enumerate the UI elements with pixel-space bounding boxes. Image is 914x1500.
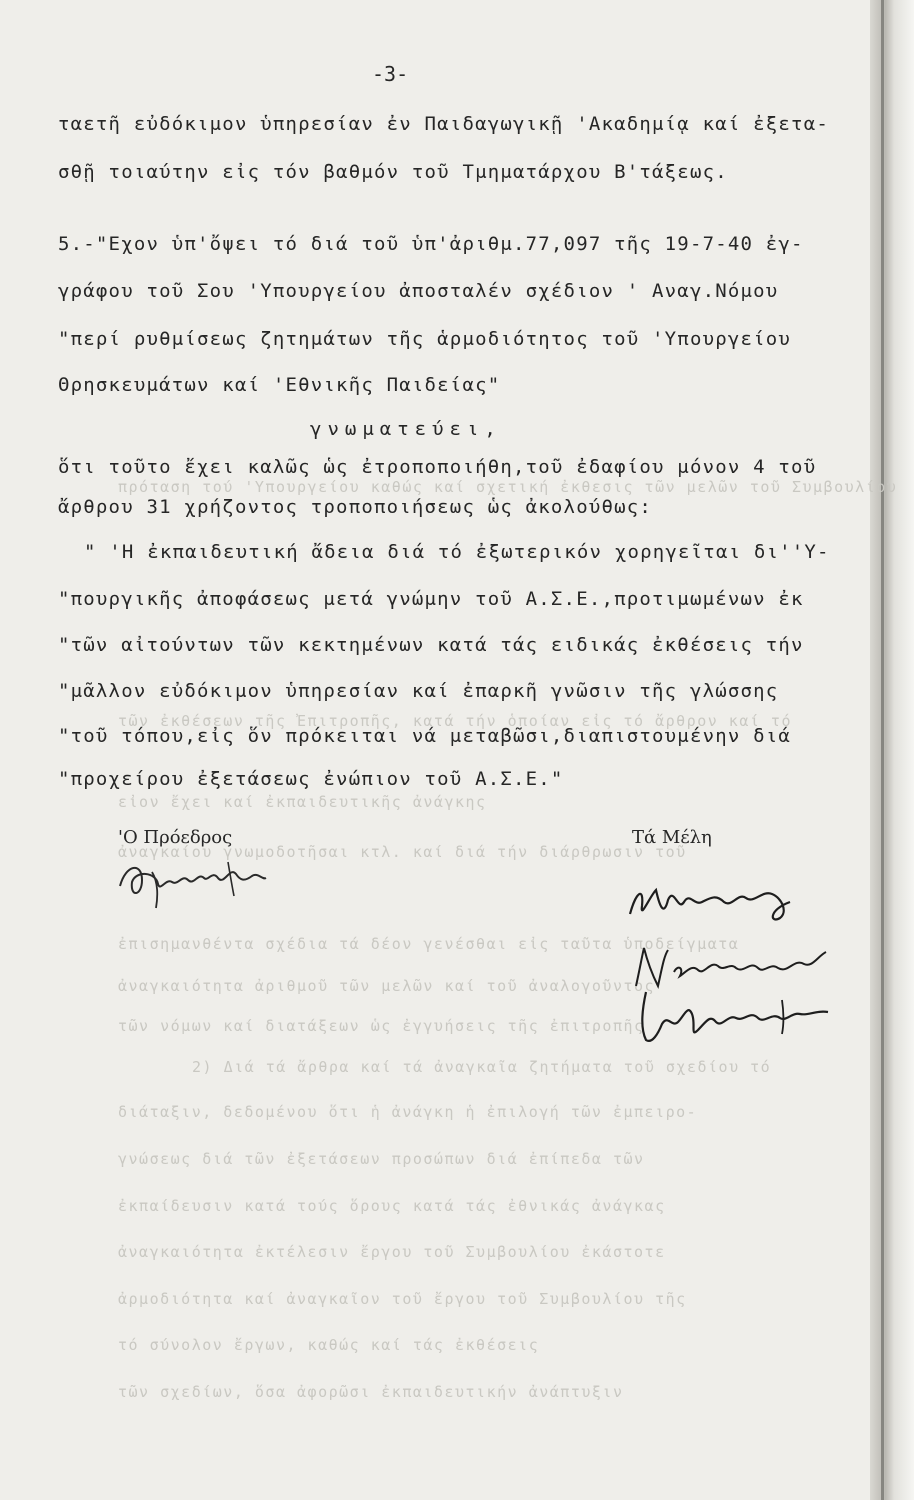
president-label: 'Ο Πρόεδρος [118,827,233,848]
text-line: γράφου τοῦ Σου 'Υπουργείου ἀποσταλέν σχέδιον ' Αναγ.Νόμου [58,280,779,302]
page-number: -3- [372,62,409,86]
bleed-through-line: 2) Διά τά ἄρθρα καί τά ἀναγκαῖα ζητήματα τοῦ σχεδίου τό [192,1058,772,1076]
text-line: σθῇ τοιαύτην εἰς τόν βαθμόν τοῦ Τμηματάρχου Β'τάξεως. [58,161,728,183]
bleed-through-line: γνώσεως διά τῶν ἐξετάσεων προσώπων διά ἐπίπεδα τῶν [118,1150,645,1168]
quote-line: "πουργικῆς ἀποφάσεως μετά γνώμην τοῦ Α.Σ.Ε.,προτιμωμένων ἐκ [58,588,804,610]
members-label: Τά Μέλη [632,827,712,848]
text-line: "περί ρυθμίσεως ζητημάτων τῆς ἁρμοδιότητος τοῦ 'Υπουργείου [58,328,792,350]
quote-line: "μᾶλλον εὐδόκιμον ὑπηρεσίαν καί ἐπαρκῆ γνῶσιν τῆς γλώσσης [58,680,779,702]
president-signature [112,852,272,912]
bleed-through-line: ἀναγκαιότητα ἀριθμοῦ τῶν μελῶν καί τοῦ ἀναλογοῦντος [118,977,656,995]
bleed-through-line: ἐπισημανθέντα σχέδια τά δέον γενέσθαι εἰς ταῦτα ὑποδείγματα [118,935,740,953]
bleed-through-line: εἰον ἔχει καί ἐκπαιδευτικῆς ἀνάγκης [118,793,487,811]
member-signature-3 [632,984,842,1048]
page-binding-line [881,0,884,1500]
opinion-heading: γνωματεύει, [310,418,502,440]
quote-line: "τοῦ τόπου,εἰς ὅν πρόκειται νά μεταβῶσι,διαπιστουμένην διά [58,725,792,747]
bleed-through-line: ἐκπαίδευσιν κατά τούς ὅρους κατά τάς ἐθνικάς ἀνάγκας [118,1197,666,1215]
text-line: 5.-"Εχον ὑπ'ὄψει τό διά τοῦ ὑπ'ἀριθμ.77,097 τῆς 19-7-40 ἐγ- [58,233,804,255]
bleed-through-line: τῶν νόμων καί διατάξεων ὡς ἐγγυήσεις τῆς ἐπιτροπῆς [118,1017,645,1035]
text-line: Θρησκευμάτων καί 'Εθνικῆς Παιδείας" [58,374,501,396]
member-signature-1 [620,872,810,932]
bleed-through-line: ἀναγκαίου γνωμοδοτῆσαι κτλ. καί διά τήν διάρθρωσιν τοῦ [118,843,687,861]
quote-line: "τῶν αἰτούντων τῶν κεκτημένων κατά τάς ειδικάς ἐκθέσεις τήν [58,634,804,656]
quote-line: " 'Η ἐκπαιδευτική ἄδεια διά τό ἐξωτερικόν χορηγεῖται δι''Υ- [84,541,830,563]
bleed-through-line: τό σύνολον ἔργων, καθώς καί τάς ἐκθέσεις [118,1336,540,1354]
quote-line: "προχείρου ἐξετάσεως ἐνώπιον τοῦ Α.Σ.Ε." [58,768,564,790]
text-line: ἄρθρου 31 χρήζοντος τροποποιήσεως ὡς ἀκολούθως: [58,496,653,518]
bleed-through-line: τῶν σχεδίων, ὅσα ἀφορῶσι ἐκπαιδευτικήν ἀνάπτυξιν [118,1383,624,1401]
text-line: ὅτι τοῦτο ἔχει καλῶς ὡς ἐτροποποιήθη,τοῦ ἐδαφίου μόνον 4 τοῦ [58,456,817,478]
bleed-through-line: ἀναγκαιότητα ἐκτέλεσιν ἔργου τοῦ Συμβουλίου ἐκάστοτε [118,1243,666,1261]
bleed-through-line: ἀρμοδιότητα καί ἀναγκαῖον τοῦ ἔργου τοῦ Συμβουλίου τῆς [118,1290,687,1308]
text-line: ταετῆ εὐδόκιμον ὑπηρεσίαν ἐν Παιδαγωγικῇ 'Ακαδημίᾳ καί ἐξετα- [58,113,829,135]
bleed-through-line: πρόταση τού 'Υπουργείου καθώς καί σχετική ἐκθεσις τῶν μελῶν τοῦ Συμβουλίου [118,478,898,496]
bleed-through-line: διάταξιν, δεδομένου ὅτι ἡ ἀνάγκη ἡ ἐπιλογή τῶν ἐμπειρο- [118,1103,698,1121]
page-edge-shadow [870,0,914,1500]
bleed-through-line: τῶν ἐκθέσεων τῆς Ἐπιτροπῆς, κατά τήν ὁποίαν εἰς τό ἄρθρον καί τό [118,712,792,730]
